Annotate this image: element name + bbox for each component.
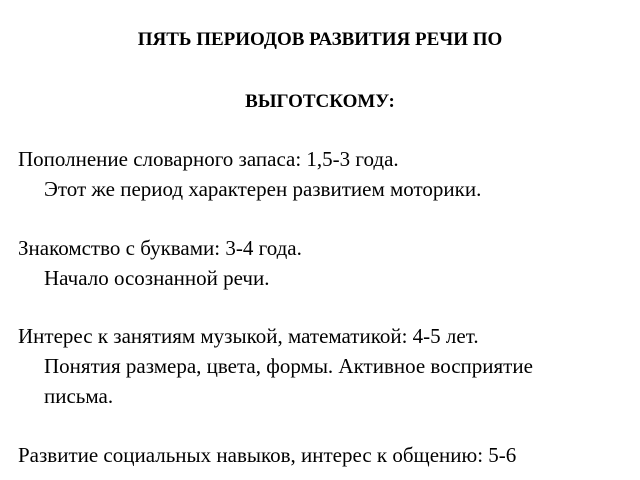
period-3-detail-1: Понятия размера, цвета, формы. Активное восприятие (44, 354, 533, 378)
period-3-detail-2: письма. (44, 384, 114, 408)
period-2-heading: Знакомство с буквами: 3-4 года. (18, 236, 302, 260)
period-1-heading: Пополнение словарного запаса: 1,5-3 года. (18, 147, 399, 171)
title-line-1: ПЯТЬ ПЕРИОДОВ РАЗВИТИЯ РЕЧИ ПО (137, 29, 503, 50)
period-1-detail: Этот же период характерен развитием моторики. (44, 177, 482, 201)
title-line-2: ВЫГОТСКОМУ: (245, 91, 395, 112)
period-3-heading: Интерес к занятиям музыкой, математикой: 4-5 лет. (18, 324, 479, 348)
period-4-heading: Развитие социальных навыков, интерес к общению: 5-6 (18, 443, 517, 467)
period-2-detail: Начало осознанной речи. (44, 266, 270, 290)
